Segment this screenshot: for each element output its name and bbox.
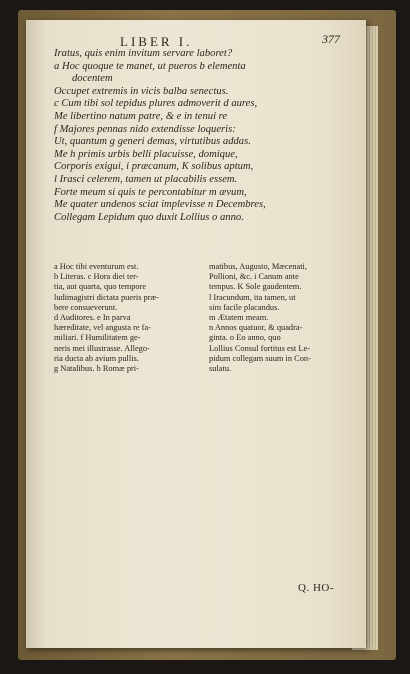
footnote-line: pidum collegam suum in Con-	[209, 353, 311, 363]
verse-line: Me libertino natum patre, & e in tenui re	[54, 110, 228, 122]
footnote-line: tia, aut quarta, quo tempore	[54, 282, 147, 292]
verse-line: Ut, quantum g generi demas, virtutibus addas.	[54, 136, 251, 148]
verse-line: docentem	[72, 73, 113, 85]
footnote-line: n Annos quatuor, & quadra-	[209, 323, 303, 333]
page-number: 377	[322, 32, 340, 46]
footnote-line: d Auditores. e In parva	[54, 313, 131, 323]
footnote-line: ria ducta ab avium pullis.	[54, 353, 139, 363]
verse-line: Corporis exigui, i præcanum, K solibus aptum,	[54, 161, 254, 173]
verse-line: Me h primis urbis belli placuisse, domique,	[54, 148, 238, 160]
footnote-line: tempus. K Sole gaudentem.	[209, 282, 302, 292]
footnote-line: m Ætatem meam.	[209, 313, 269, 323]
footnote-line: g Natalibus. h Romæ pri-	[54, 364, 139, 374]
verse-line: Collegam Lepidum quo duxit Lollius o anno.	[54, 211, 244, 223]
footnote-line: a Hoc tibi eventurum est.	[54, 262, 139, 271]
verse-line: a Hoc quoque te manet, ut pueros b elementa	[54, 60, 246, 72]
footnote-line: l Iracundum, ita tamen, ut	[209, 292, 296, 302]
catchword: Q. HO-	[298, 582, 334, 594]
footnote-line: sulatu.	[209, 364, 232, 374]
footnote-line: sim facile placandus.	[209, 302, 280, 312]
footnotes-right-column	[209, 262, 354, 374]
footnote-line: bere consueverunt.	[54, 302, 118, 312]
footnote-line: matibus, Augusto, Mæcenati,	[209, 262, 307, 271]
footnote-line: neris mei illustrasse. Allego-	[54, 343, 150, 353]
verse-line: Occupet extremis in vicis balba senectus.	[54, 85, 229, 97]
footnote-line: Lollius Consul fortitus est Le-	[209, 343, 310, 353]
verse-line: c Cum tibi sol tepidus plures admoverit d aures,	[54, 98, 258, 110]
verse-line: f Majores pennas nido extendisse loqueris:	[54, 123, 236, 135]
verse-line: l Irasci celerem, tamen ut placabilis essem.	[54, 173, 238, 185]
footnote-line: ludimagistri dictata pueris præ-	[54, 292, 159, 302]
footnote-line: hæreditate, vel angusta re fa-	[54, 323, 151, 333]
verse-line: Me quater undenos sciat implevisse n Decembres,	[54, 199, 266, 211]
footnote-line: miliari. f Humilitatem ge-	[54, 333, 141, 343]
footnote-line: Pollioni, &c. i Canum ante	[209, 272, 299, 282]
footnotes	[54, 262, 354, 374]
footnotes-left-column	[54, 262, 199, 374]
footnote-line: ginta. o Eo anno, quo	[209, 333, 281, 343]
footnote-line: b Literas. c Hora diei ter-	[54, 272, 139, 282]
verse-line: Forte meum si quis te percontabitur m ævum,	[54, 186, 247, 198]
verse-block	[54, 48, 354, 224]
running-title: LIBER I.	[120, 34, 193, 49]
verse-line: Iratus, quis enim invitum servare laboret?	[54, 48, 233, 59]
